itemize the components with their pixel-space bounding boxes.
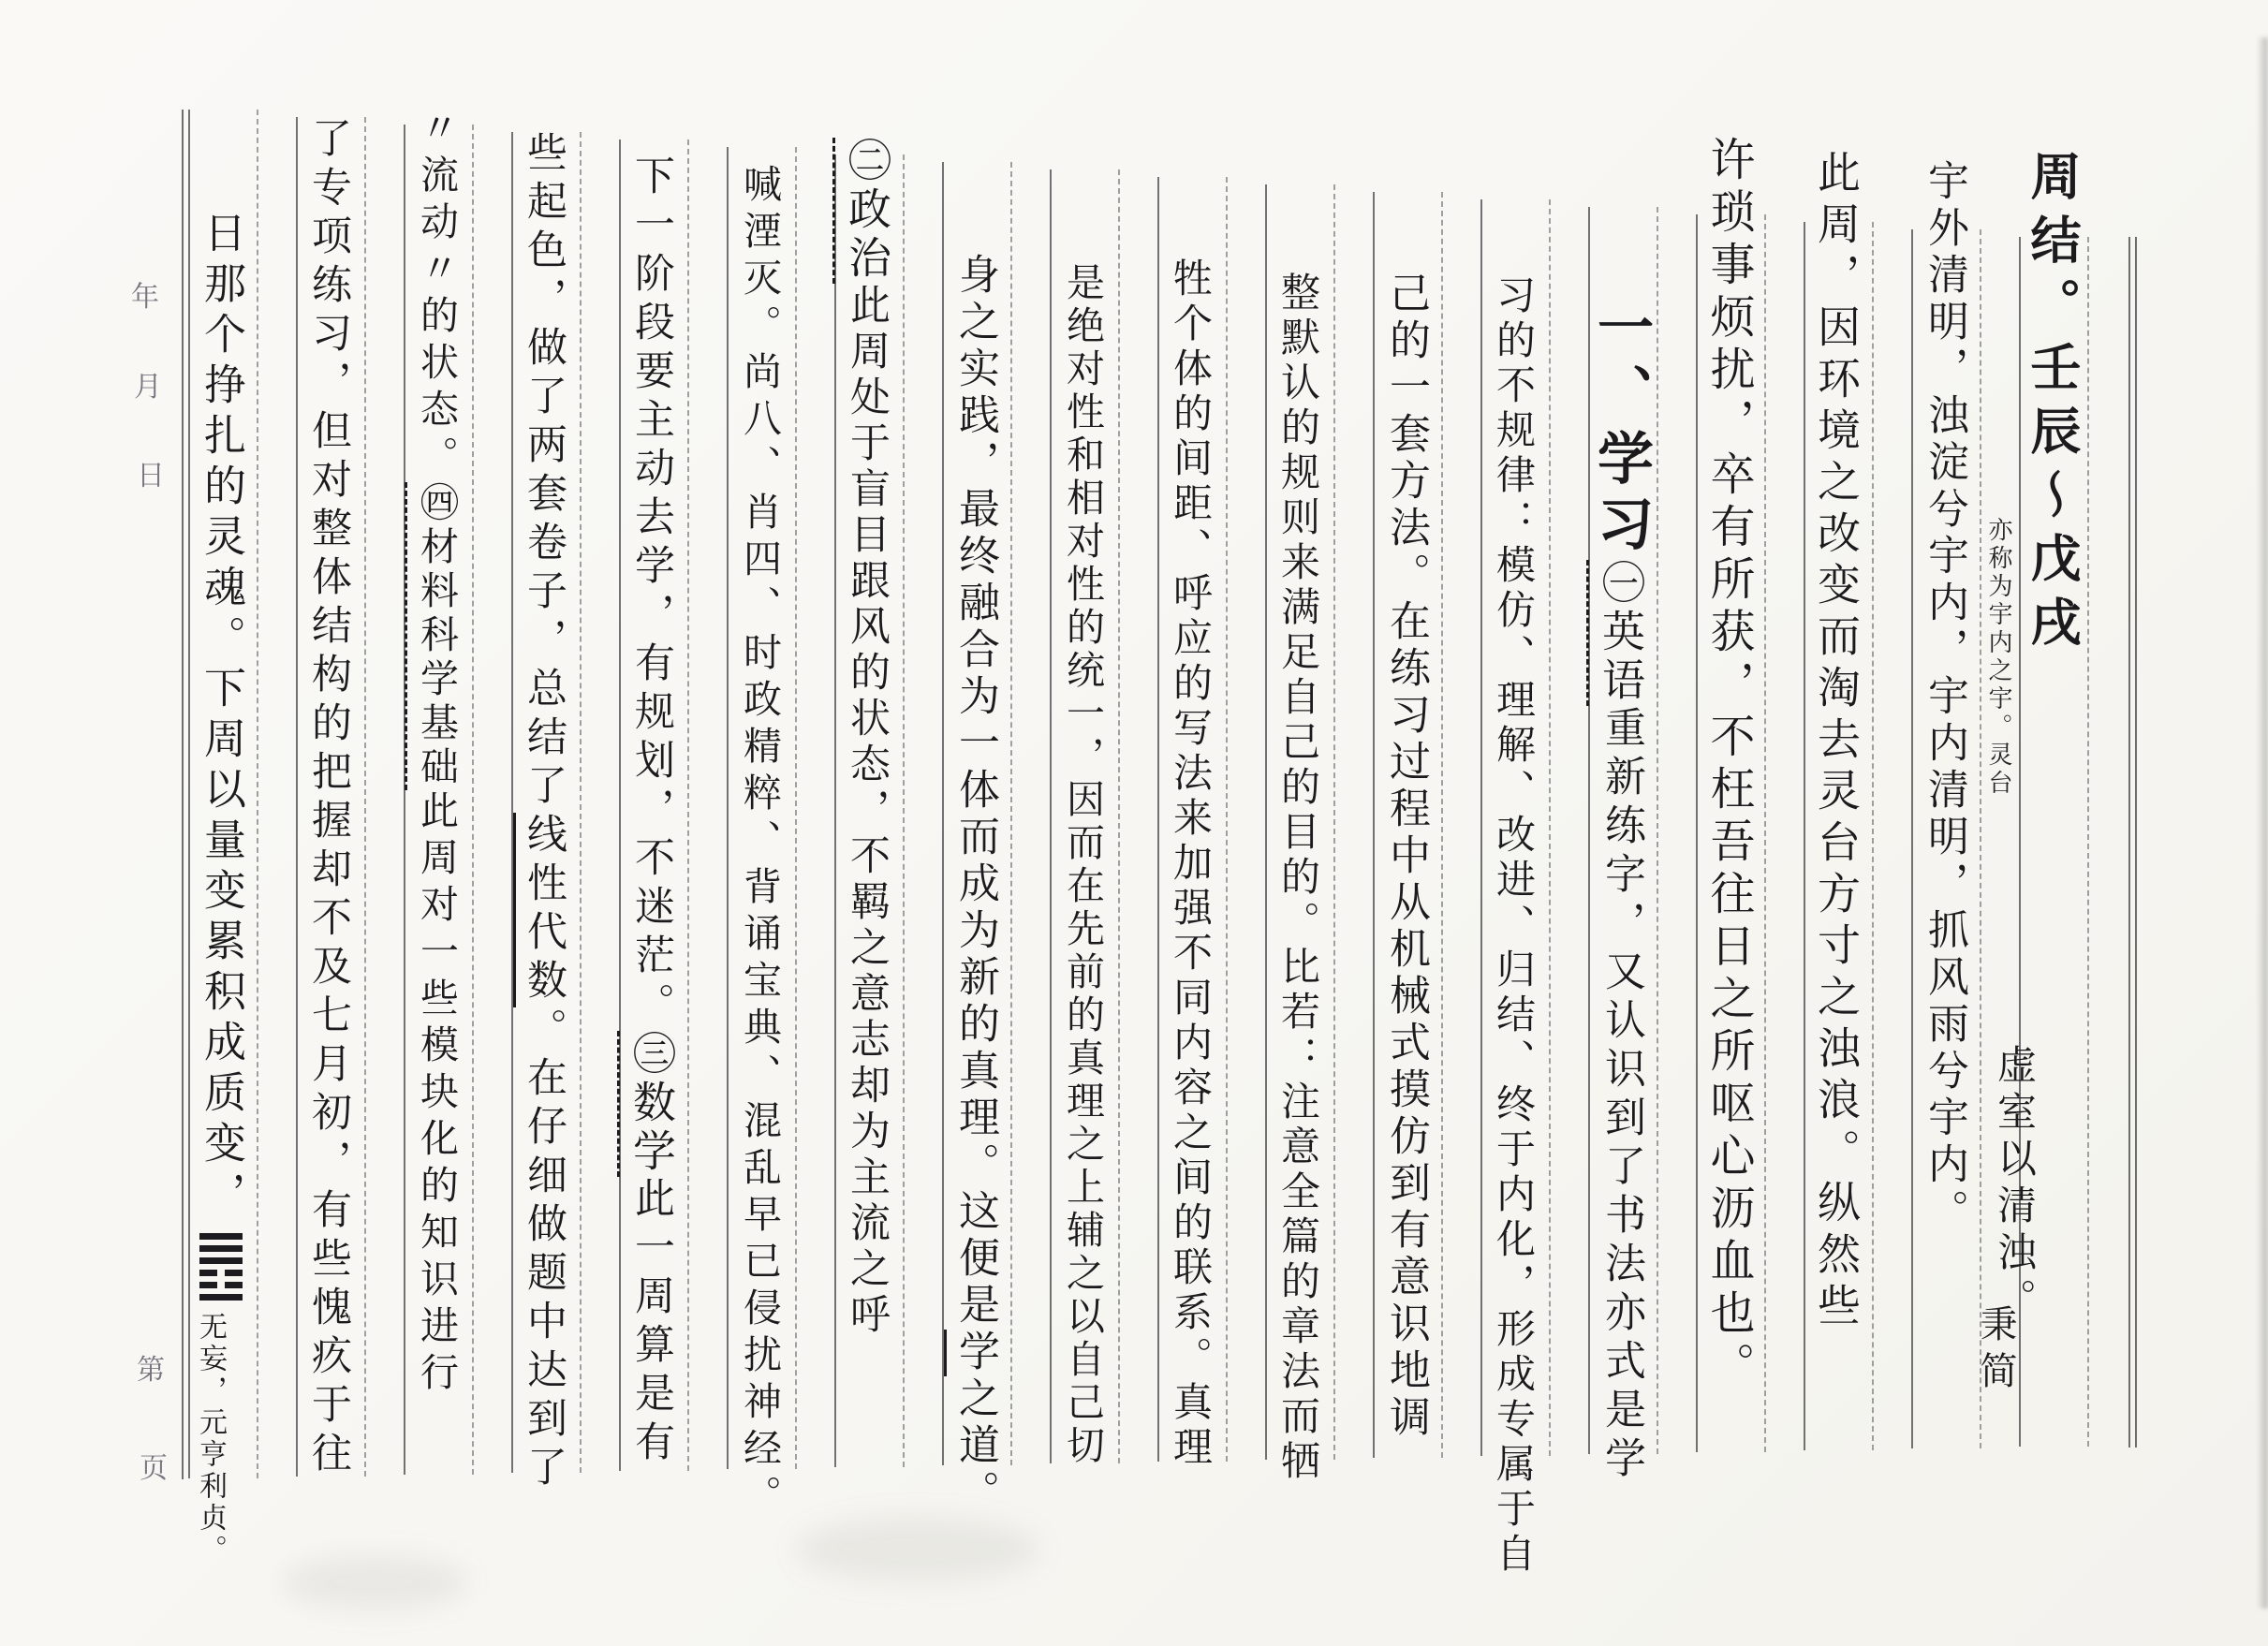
manuscript-column: 习的不规律：模仿、理解、改进、归结、终于内化，形成专属于自 [1491, 274, 1537, 1578]
print-page-suffix: 页 [140, 1452, 168, 1485]
manuscript-column: 宇外清明，浊淀兮宇内，宇内清明，抓风雨兮宇内。 [1921, 159, 1968, 1236]
column-text: 身之实践，最终融合为一体而成为新的真理。这便是 [951, 253, 999, 1330]
print-year-label: 年 [131, 281, 159, 314]
hexagram-wuwang-icon [196, 1231, 246, 1304]
manuscript-column: 是绝对性和相对性的统一，因而在先前的真理之上辅之以自己切 [1060, 262, 1105, 1468]
column-text: 日那个挣扎的灵魂。下周以量变累积成质变， [197, 211, 246, 1222]
column-text: 之道。 [951, 1376, 999, 1517]
manuscript-column: 了专项练习，但对整体结构的把握却不及七月初，有些愧疚于往 [305, 117, 352, 1480]
ruled-edge-line [2128, 237, 2130, 1448]
subject-heading-materials-science: ㊃材料科学基础 [414, 482, 459, 790]
interlinear-annotation: 亦称为宇内之宇。灵台 [1984, 517, 2012, 798]
paper-smudge [281, 1554, 468, 1610]
manuscript-column [834, 138, 900, 1339]
title-subline: 虚室以清浊。 [1992, 1044, 2038, 1325]
manuscript-column: 牲个体的间距、呼应的写法来加强不同内容之间的联系。真理 [1168, 257, 1214, 1471]
scan-edge-shadow [2257, 37, 2268, 1609]
column-text: 下一阶段要主动去学，有规划，不迷茫。 [628, 154, 675, 1031]
print-month-label: 月 [134, 371, 162, 404]
column-text: 此周处于盲目跟风的状态，不羁之意志却为主流之呼 [844, 284, 891, 1339]
column-text: 此一周算是有 [628, 1177, 675, 1469]
emphasis-learning: 学 [951, 1330, 999, 1376]
print-page-prefix: 第 [137, 1354, 165, 1387]
column-text: 。在仔细做题中达到了 [521, 1007, 567, 1494]
emphasis-linear-algebra: 线性代数 [521, 813, 567, 1007]
manuscript-column: 整默认的规则来满足自己的目的。比若：注意全篇的章法而牺 [1275, 272, 1321, 1485]
paper-smudge [796, 1517, 1039, 1582]
manuscript-column: 许琐事烦扰，卒有所获，不枉吾往日之所呕心沥血也。 [1702, 136, 1755, 1394]
hexagram-caption: 无妄，元亨利贞。 [194, 1312, 227, 1566]
manuscript-column [1588, 298, 1654, 1485]
ruled-edge-line [182, 110, 184, 1479]
column-text: 些起色，做了两套卷子，总结了 [521, 131, 567, 813]
weekly-summary-title: 周结。壬辰～戊戌 [2023, 150, 2082, 659]
manuscript-column: 喊湮灭。尚八、肖四、时政精粹、背诵宝典、混乱早已侵扰神经。 [737, 164, 782, 1521]
manuscript-column [511, 131, 577, 1494]
ruled-edge-line [2135, 237, 2137, 1448]
section-heading-study: 一、学习 [1588, 298, 1654, 560]
manuscript-column: 己的一套方法。在练习过程中从机械式摸仿到有意识地调 [1382, 272, 1430, 1442]
manuscript-column: 此周，因环境之改变而淘去灵台方寸之浊浪。纵然些 [1811, 150, 1862, 1334]
manuscript-column [188, 211, 254, 1566]
subject-heading-math: ㊂数学 [626, 1031, 677, 1177]
column-text: 此周对一些模块化的知识进行 [414, 790, 459, 1399]
subject-heading-politics: ㊁政治 [842, 138, 892, 284]
signature: 秉简 [1974, 1304, 2017, 1398]
column-text: 〃流动〃的状态。 [414, 108, 459, 482]
subject-heading-english: ㊀英语 [1596, 560, 1646, 706]
print-day-label: 日 [137, 460, 165, 492]
manuscript-column [942, 253, 1008, 1517]
manuscript-column [619, 154, 685, 1469]
manuscript-column [404, 108, 469, 1399]
column-text: 重新练字，又认识到了书法亦式是学 [1598, 706, 1645, 1485]
